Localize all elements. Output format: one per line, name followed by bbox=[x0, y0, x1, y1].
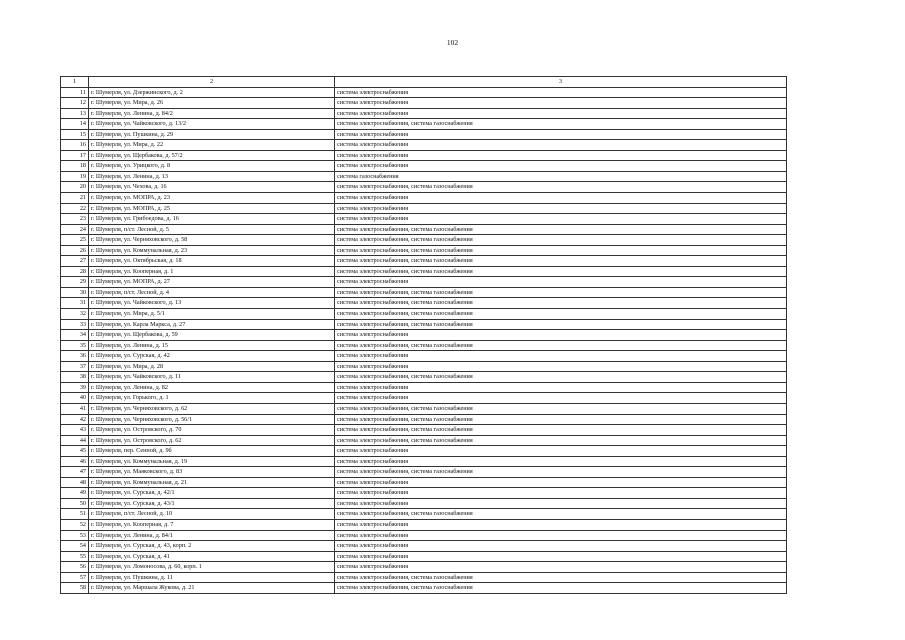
table-row bbox=[61, 446, 787, 457]
row-number-cell: 54 bbox=[61, 541, 89, 552]
systems-cell: система электроснабжения, система газоснабжения bbox=[335, 309, 787, 320]
address-cell: г. Шумерля, п/ст. Лесной, д. 10 bbox=[89, 509, 335, 520]
systems-cell: система электроснабжения bbox=[335, 203, 787, 214]
systems-cell: система электроснабжения, система газоснабжения bbox=[335, 182, 787, 193]
row-number-cell: 56 bbox=[61, 562, 89, 573]
row-number-cell: 15 bbox=[61, 129, 89, 140]
address-cell: г. Шумерля, ул. Урицкого, д. 8 bbox=[89, 161, 335, 172]
row-number-cell: 36 bbox=[61, 351, 89, 362]
systems-cell: система электроснабжения bbox=[335, 541, 787, 552]
systems-cell: система электроснабжения, система газоснабжения bbox=[335, 467, 787, 478]
row-number-cell: 49 bbox=[61, 488, 89, 499]
table-row bbox=[61, 340, 787, 351]
address-cell: г. Шумерля, ул. Сурская, д. 42 bbox=[89, 351, 335, 362]
address-cell: г. Шумерля, ул. Чехова, д. 16 bbox=[89, 182, 335, 193]
row-number-cell: 52 bbox=[61, 519, 89, 530]
table-row bbox=[61, 108, 787, 119]
table-row bbox=[61, 140, 787, 151]
systems-cell: система электроснабжения, система газоснабжения bbox=[335, 572, 787, 583]
address-cell: г. Шумерля, ул. Ленина, д. 82 bbox=[89, 382, 335, 393]
table-row bbox=[61, 182, 787, 193]
address-cell: г. Шумерля, ул. Маяковского, д. 83 bbox=[89, 467, 335, 478]
address-cell: г. Шумерля, ул. Ленина, д. 84/2 bbox=[89, 108, 335, 119]
systems-cell: система электроснабжения bbox=[335, 498, 787, 509]
table-row bbox=[61, 509, 787, 520]
table-row bbox=[61, 583, 787, 594]
table-row bbox=[61, 425, 787, 436]
row-number-cell: 21 bbox=[61, 193, 89, 204]
table-row bbox=[61, 214, 787, 225]
table-row bbox=[61, 119, 787, 130]
table-row bbox=[61, 530, 787, 541]
address-cell: г. Шумерля, ул. Коммунальная, д. 21 bbox=[89, 477, 335, 488]
systems-cell: система электроснабжения bbox=[335, 277, 787, 288]
row-number-cell: 41 bbox=[61, 403, 89, 414]
address-cell: г. Шумерля, ул. МОПРА, д. 27 bbox=[89, 277, 335, 288]
systems-cell: система электроснабжения bbox=[335, 129, 787, 140]
row-number-cell: 29 bbox=[61, 277, 89, 288]
address-cell: г. Шумерля, ул. Горького, д. 1 bbox=[89, 393, 335, 404]
systems-cell: система электроснабжения, система газоснабжения bbox=[335, 435, 787, 446]
address-cell: г. Шумерля, ул. Островского, д. 62 bbox=[89, 435, 335, 446]
address-cell: г. Шумерля, ул. Мира, д. 26 bbox=[89, 98, 335, 109]
row-number-cell: 19 bbox=[61, 171, 89, 182]
row-number-cell: 23 bbox=[61, 214, 89, 225]
row-number-cell: 20 bbox=[61, 182, 89, 193]
row-number-cell: 11 bbox=[61, 87, 89, 98]
address-cell: г. Шумерля, ул. Сурская, д. 43/1 bbox=[89, 498, 335, 509]
address-cell: г. Шумерля, ул. Мира, д. 5/1 bbox=[89, 309, 335, 320]
systems-cell: система электроснабжения, система газоснабжения bbox=[335, 245, 787, 256]
address-cell: г. Шумерля, ул. Чайковского, д. 13 bbox=[89, 298, 335, 309]
row-number-cell: 18 bbox=[61, 161, 89, 172]
row-number-cell: 50 bbox=[61, 498, 89, 509]
table-row bbox=[61, 298, 787, 309]
systems-cell: система электроснабжения bbox=[335, 330, 787, 341]
table-row bbox=[61, 361, 787, 372]
address-cell: г. Шумерля, ул. Щербакова, д. 57/2 bbox=[89, 150, 335, 161]
row-number-cell: 45 bbox=[61, 446, 89, 457]
address-cell: г. Шумерля, ул. Октябрьская, д. 18 bbox=[89, 256, 335, 267]
table-row bbox=[61, 87, 787, 98]
row-number-cell: 55 bbox=[61, 551, 89, 562]
table-row bbox=[61, 414, 787, 425]
address-cell: г. Шумерля, ул. Сурская, д. 43, корп. 2 bbox=[89, 541, 335, 552]
systems-cell: система электроснабжения bbox=[335, 214, 787, 225]
row-number-cell: 42 bbox=[61, 414, 89, 425]
row-number-cell: 37 bbox=[61, 361, 89, 372]
address-cell: г. Шумерля, ул. Дзержинского, д. 2 bbox=[89, 87, 335, 98]
row-number-cell: 25 bbox=[61, 235, 89, 246]
header-cell-number: 1 bbox=[61, 77, 89, 88]
table-row bbox=[61, 287, 787, 298]
address-cell: г. Шумерля, ул. Кооперная, д. 7 bbox=[89, 519, 335, 530]
systems-cell: система электроснабжения bbox=[335, 551, 787, 562]
address-cell: г. Шумерля, ул. Мира, д. 28 bbox=[89, 361, 335, 372]
address-cell: г. Шумерля, ул. Щербакова, д. 59 bbox=[89, 330, 335, 341]
systems-cell: система электроснабжения, система газоснабжения bbox=[335, 235, 787, 246]
systems-cell: система электроснабжения, система газоснабжения bbox=[335, 414, 787, 425]
address-cell: г. Шумерля, ул. Черняховского, д. 58 bbox=[89, 235, 335, 246]
systems-cell: система электроснабжения, система газоснабжения bbox=[335, 403, 787, 414]
table-row bbox=[61, 245, 787, 256]
table-row bbox=[61, 330, 787, 341]
header-cell-systems: 3 bbox=[335, 77, 787, 88]
row-number-cell: 16 bbox=[61, 140, 89, 151]
buildings-table bbox=[60, 76, 787, 594]
table-row bbox=[61, 435, 787, 446]
table-row bbox=[61, 266, 787, 277]
systems-cell: система электроснабжения bbox=[335, 488, 787, 499]
address-cell: г. Шумерля, ул. МОПРА, д. 25 bbox=[89, 203, 335, 214]
table-row bbox=[61, 403, 787, 414]
systems-cell: система электроснабжения, система газоснабжения bbox=[335, 287, 787, 298]
table-row bbox=[61, 193, 787, 204]
table-row bbox=[61, 256, 787, 267]
systems-cell: система электроснабжения, система газоснабжения bbox=[335, 509, 787, 520]
address-cell: г. Шумерля, ул. Чайковского, д. 11 bbox=[89, 372, 335, 383]
row-number-cell: 27 bbox=[61, 256, 89, 267]
systems-cell: система электроснабжения bbox=[335, 446, 787, 457]
systems-cell: система электроснабжения, система газоснабжения bbox=[335, 298, 787, 309]
row-number-cell: 35 bbox=[61, 340, 89, 351]
systems-cell: система электроснабжения, система газоснабжения bbox=[335, 425, 787, 436]
address-cell: г. Шумерля, ул. Ленина, д. 15 bbox=[89, 340, 335, 351]
row-number-cell: 44 bbox=[61, 435, 89, 446]
systems-cell: система электроснабжения, система газоснабжения bbox=[335, 583, 787, 594]
address-cell: г. Шумерля, ул. Мира, д. 22 bbox=[89, 140, 335, 151]
table-row bbox=[61, 319, 787, 330]
table-header-row bbox=[61, 77, 787, 88]
address-cell: г. Шумерля, ул. Коммунальная, д. 23 bbox=[89, 245, 335, 256]
systems-cell: система электроснабжения bbox=[335, 161, 787, 172]
systems-cell: система электроснабжения bbox=[335, 351, 787, 362]
row-number-cell: 47 bbox=[61, 467, 89, 478]
address-cell: г. Шумерля, ул. МОПРА, д. 23 bbox=[89, 193, 335, 204]
systems-cell: система электроснабжения bbox=[335, 519, 787, 530]
row-number-cell: 34 bbox=[61, 330, 89, 341]
row-number-cell: 30 bbox=[61, 287, 89, 298]
systems-cell: система электроснабжения, система газоснабжения bbox=[335, 119, 787, 130]
table-row bbox=[61, 235, 787, 246]
table-body bbox=[61, 77, 787, 594]
table-row bbox=[61, 203, 787, 214]
address-cell: г. Шумерля, ул. Грибоедова, д. 16 bbox=[89, 214, 335, 225]
address-cell: г. Шумерля, ул. Маршала Жукова, д. 21 bbox=[89, 583, 335, 594]
systems-cell: система электроснабжения bbox=[335, 98, 787, 109]
row-number-cell: 51 bbox=[61, 509, 89, 520]
table-row bbox=[61, 572, 787, 583]
row-number-cell: 48 bbox=[61, 477, 89, 488]
systems-cell: система электроснабжения bbox=[335, 140, 787, 151]
systems-cell: система электроснабжения bbox=[335, 382, 787, 393]
systems-cell: система электроснабжения, система газоснабжения bbox=[335, 340, 787, 351]
address-cell: г. Шумерля, ул. Островского, д. 70 bbox=[89, 425, 335, 436]
table-row bbox=[61, 277, 787, 288]
address-cell: г. Шумерля, ул. Чайковского, д. 13/2 bbox=[89, 119, 335, 130]
row-number-cell: 39 bbox=[61, 382, 89, 393]
table-row bbox=[61, 150, 787, 161]
table-row bbox=[61, 351, 787, 362]
systems-cell: система электроснабжения bbox=[335, 108, 787, 119]
address-cell: г. Шумерля, ул. Ленина, д. 13 bbox=[89, 171, 335, 182]
table-row bbox=[61, 498, 787, 509]
table-row bbox=[61, 161, 787, 172]
table-row bbox=[61, 309, 787, 320]
row-number-cell: 17 bbox=[61, 150, 89, 161]
address-cell: г. Шумерля, ул. Ломоносова, д. 60, корп. 1 bbox=[89, 562, 335, 573]
row-number-cell: 58 bbox=[61, 583, 89, 594]
address-cell: г. Шумерля, ул. Черняховского, д. 62 bbox=[89, 403, 335, 414]
systems-cell: система электроснабжения, система газоснабжения bbox=[335, 266, 787, 277]
address-cell: г. Шумерля, ул. Черняховского, д. 56/1 bbox=[89, 414, 335, 425]
systems-cell: система газоснабжения bbox=[335, 171, 787, 182]
row-number-cell: 57 bbox=[61, 572, 89, 583]
systems-cell: система электроснабжения bbox=[335, 393, 787, 404]
systems-cell: система электроснабжения bbox=[335, 477, 787, 488]
table-row bbox=[61, 456, 787, 467]
address-cell: г. Шумерля, ул. Карла Маркса, д. 27 bbox=[89, 319, 335, 330]
row-number-cell: 32 bbox=[61, 309, 89, 320]
table-row bbox=[61, 562, 787, 573]
row-number-cell: 43 bbox=[61, 425, 89, 436]
systems-cell: система электроснабжения, система газоснабжения bbox=[335, 372, 787, 383]
systems-cell: система электроснабжения, система газоснабжения bbox=[335, 319, 787, 330]
address-cell: г. Шумерля, ул. Сурская, д. 42/1 bbox=[89, 488, 335, 499]
systems-cell: система электроснабжения bbox=[335, 361, 787, 372]
table-row bbox=[61, 382, 787, 393]
row-number-cell: 12 bbox=[61, 98, 89, 109]
row-number-cell: 53 bbox=[61, 530, 89, 541]
systems-cell: система электроснабжения, система газоснабжения bbox=[335, 224, 787, 235]
row-number-cell: 24 bbox=[61, 224, 89, 235]
address-cell: г. Шумерля, ул. Ленина, д. 84/1 bbox=[89, 530, 335, 541]
systems-cell: система электроснабжения bbox=[335, 87, 787, 98]
table-row bbox=[61, 477, 787, 488]
row-number-cell: 31 bbox=[61, 298, 89, 309]
row-number-cell: 13 bbox=[61, 108, 89, 119]
address-cell: г. Шумерля, п/ст. Лесной, д. 4 bbox=[89, 287, 335, 298]
address-cell: г. Шумерля, ул. Коммунальная, д. 19 bbox=[89, 456, 335, 467]
table-row bbox=[61, 224, 787, 235]
row-number-cell: 26 bbox=[61, 245, 89, 256]
row-number-cell: 28 bbox=[61, 266, 89, 277]
systems-cell: система электроснабжения bbox=[335, 456, 787, 467]
table-row bbox=[61, 488, 787, 499]
systems-cell: система электроснабжения bbox=[335, 193, 787, 204]
address-cell: г. Шумерля, п/ст. Лесной, д. 5 bbox=[89, 224, 335, 235]
address-cell: г. Шумерля, пер. Сенной, д. 9б bbox=[89, 446, 335, 457]
row-number-cell: 22 bbox=[61, 203, 89, 214]
systems-cell: система электроснабжения bbox=[335, 562, 787, 573]
row-number-cell: 33 bbox=[61, 319, 89, 330]
table-row bbox=[61, 393, 787, 404]
address-cell: г. Шумерля, ул. Кооперная, д. 1 bbox=[89, 266, 335, 277]
table-row bbox=[61, 129, 787, 140]
table-row bbox=[61, 171, 787, 182]
page-number: 102 bbox=[446, 38, 459, 47]
row-number-cell: 38 bbox=[61, 372, 89, 383]
table-row bbox=[61, 372, 787, 383]
systems-cell: система электроснабжения bbox=[335, 150, 787, 161]
table-row bbox=[61, 98, 787, 109]
table-row bbox=[61, 541, 787, 552]
address-cell: г. Шумерля, ул. Сурская, д. 41 bbox=[89, 551, 335, 562]
row-number-cell: 40 bbox=[61, 393, 89, 404]
row-number-cell: 46 bbox=[61, 456, 89, 467]
row-number-cell: 14 bbox=[61, 119, 89, 130]
systems-cell: система электроснабжения bbox=[335, 530, 787, 541]
table-row bbox=[61, 551, 787, 562]
address-cell: г. Шумерля, ул. Пушкина, д. 29 bbox=[89, 129, 335, 140]
table-row bbox=[61, 519, 787, 530]
header-cell-address: 2 bbox=[89, 77, 335, 88]
systems-cell: система электроснабжения, система газоснабжения bbox=[335, 256, 787, 267]
address-cell: г. Шумерля, ул. Пушкина, д. 11 bbox=[89, 572, 335, 583]
table-row bbox=[61, 467, 787, 478]
